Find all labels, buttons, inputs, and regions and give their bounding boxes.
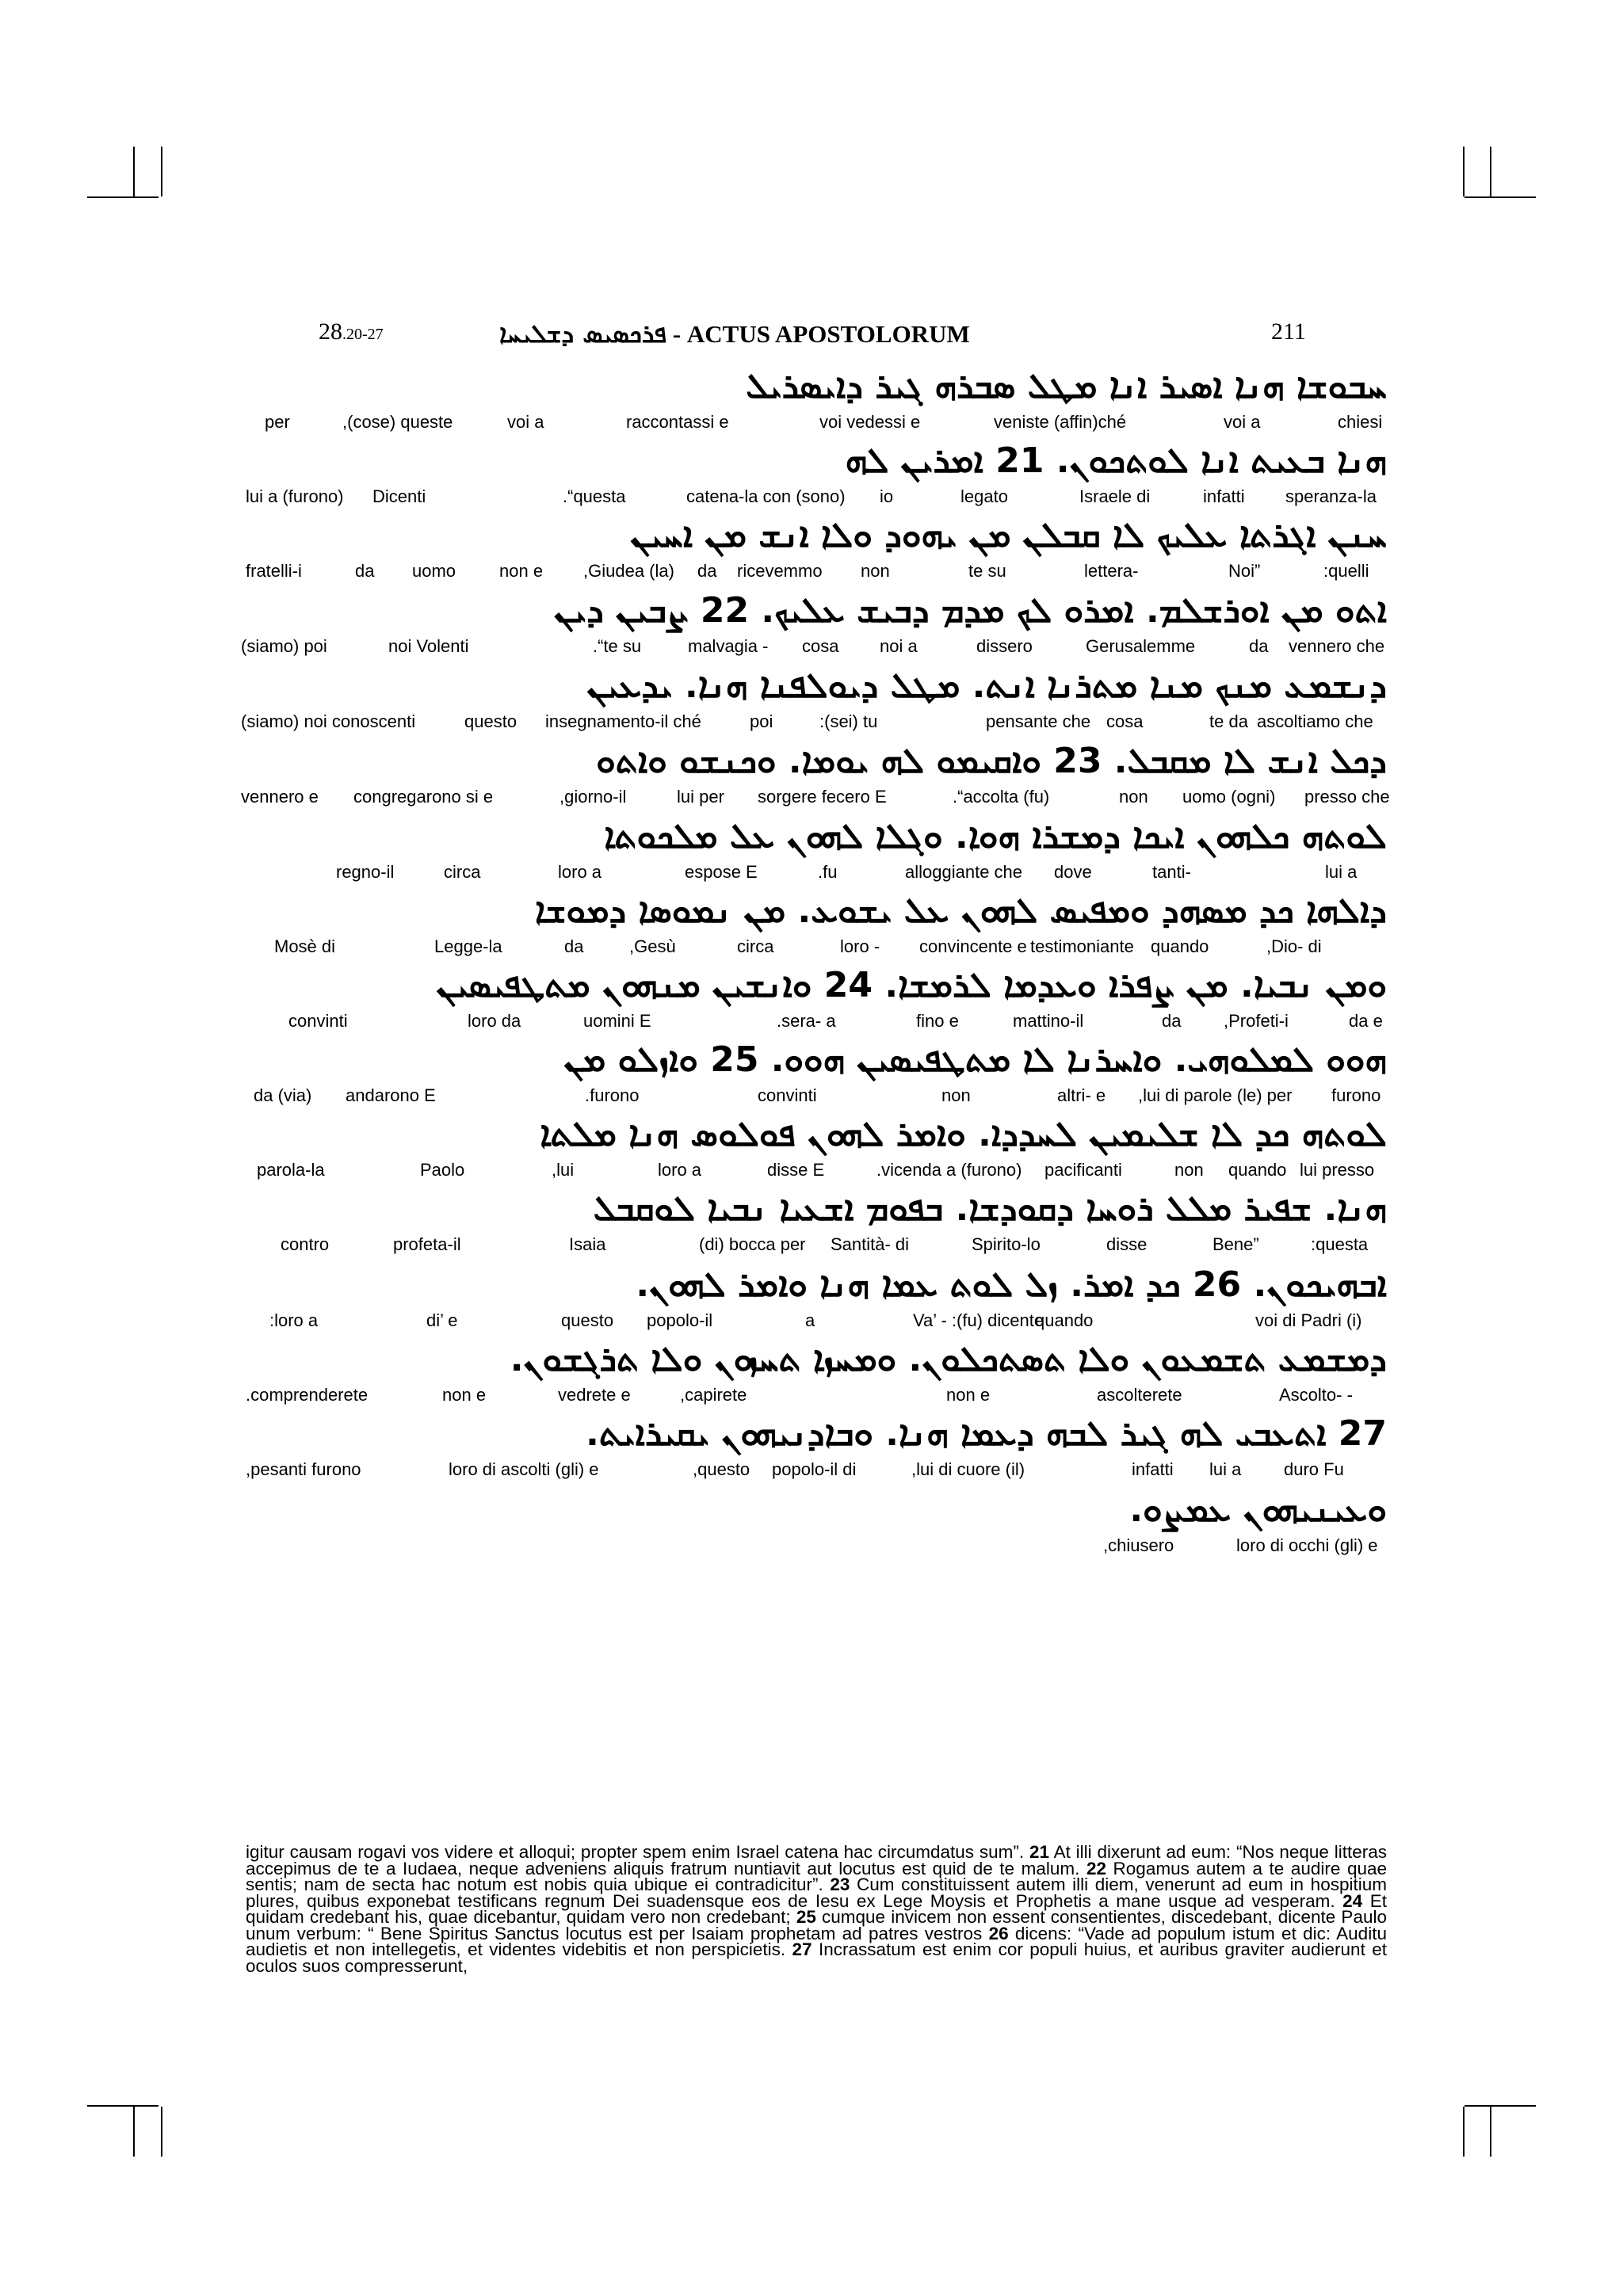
gloss: catena-la con (sono) <box>686 486 846 506</box>
latin-sentence: Et quidam credebant his, quae dicebantur, quidam vero non credebant; <box>246 1890 1387 1927</box>
gloss: ascolterete <box>1097 1385 1182 1405</box>
gloss: fratelli-i <box>246 561 302 581</box>
gloss: Va’ - :(fu) dicente <box>913 1310 1044 1330</box>
running-title <box>499 318 1133 349</box>
crop-mark <box>1463 2107 1465 2157</box>
gloss: voi a <box>1224 412 1261 432</box>
interlinear-line <box>0 441 1623 512</box>
crop-mark <box>1490 147 1491 196</box>
gloss: lettera- <box>1084 561 1139 581</box>
gloss: infatti <box>1132 1459 1174 1479</box>
syriac-text: ܚܢܢ ܐܓܪܬܐ ܥܠܝܟ ܠܐ ܩܒܠܢ ܡܢ ܝܗܘܕ ܘܠܐ ܐܢܫ ܡܢ ܐܚܝܢ <box>630 515 1387 555</box>
gloss: cosa <box>1106 711 1144 731</box>
gloss: da (via) <box>254 1085 312 1105</box>
gloss: non <box>1119 787 1148 807</box>
interlinear-line <box>0 666 1623 737</box>
gloss: (di) bocca per <box>699 1234 806 1254</box>
syriac-text: 27 ܐܬܥܒܝ ܠܗ ܓܝܪ ܠܒܗ ܕܥܡܐ ܗܢܐ. ܘܒܐܕܢܝܗܘܢ ܝܩܝܪܐܝܬ. <box>586 1413 1387 1454</box>
gloss: sorgere fecero E <box>758 787 887 807</box>
gloss: da <box>564 936 584 956</box>
gloss: Dicenti <box>372 486 426 506</box>
interlinear-line <box>0 1039 1623 1111</box>
gloss: circa <box>444 862 481 882</box>
crop-mark <box>161 147 162 196</box>
crop-mark <box>1465 2105 1536 2107</box>
gloss: legato <box>960 486 1008 506</box>
gloss: lui presso <box>1300 1160 1375 1180</box>
gloss: da <box>1249 636 1269 656</box>
gloss: ,pesanti furono <box>246 1459 361 1479</box>
gloss: andarono E <box>346 1085 436 1105</box>
gloss: insegnamento-il ché <box>545 711 701 731</box>
gloss: disse E <box>767 1160 825 1180</box>
gloss: .fu <box>818 862 838 882</box>
gloss: uomo (ogni) <box>1182 787 1276 807</box>
syriac-text: ܕܐܠܗܐ ܟܕ ܡܣܗܕ ܘܡܦܝܣ ܠܗܘܢ ܥܠ ܝܫܘܥ. ܡܢ ܢܡܘܣܐ ܕܡܘܫܐ <box>534 891 1387 931</box>
gloss: .“accolta (fu) <box>953 787 1050 807</box>
gloss: ricevemmo <box>737 561 823 581</box>
gloss: non e <box>442 1385 487 1405</box>
gloss: pacificanti <box>1044 1160 1122 1180</box>
gloss: per <box>265 412 290 432</box>
syriac-text: ܠܘܬܗ ܟܕ ܠܐ ܫܠܝܡܝܢ ܠܚܕܕܐ. ܘܐܡܪ ܠܗܘܢ ܦܘܠܘܣ ܗܢܐ ܡܠܬܐ <box>540 1114 1387 1154</box>
latin-sentence: Rogamus autem a te audire quae sentis; nam de secta hac notum est nobis quia ubique ei contradicitur”. <box>246 1858 1388 1894</box>
latin-sentence: dicens: “Vade ad populum istum et dic: Auditu audietis et non intellegetis, et videntes videbitis et non perspicietis. <box>246 1923 1387 1959</box>
gloss: a <box>805 1310 815 1330</box>
gloss: dissero <box>976 636 1033 656</box>
gloss: voi vedessi e <box>819 412 921 432</box>
gloss: voi a <box>507 412 544 432</box>
interlinear-line <box>0 366 1623 437</box>
gloss: non <box>941 1085 971 1105</box>
gloss: voi di Padri (i) <box>1255 1310 1362 1330</box>
gloss: popolo-il <box>647 1310 713 1330</box>
interlinear-line <box>0 1188 1623 1260</box>
gloss: raccontassi e <box>626 412 729 432</box>
gloss: contro <box>281 1234 330 1254</box>
gloss: regno-il <box>336 862 395 882</box>
gloss: :loro a <box>269 1310 319 1330</box>
gloss: quando <box>1035 1310 1094 1330</box>
gloss: da e <box>1349 1011 1383 1031</box>
gloss: malvagia - <box>688 636 769 656</box>
gloss: ,lui di cuore (il) <box>911 1459 1025 1479</box>
gloss: loro a <box>658 1160 702 1180</box>
gloss: (siamo) poi <box>241 636 327 656</box>
page-header <box>0 318 1623 350</box>
gloss: speranza-la <box>1285 486 1377 506</box>
gloss: quando <box>1151 936 1209 956</box>
latin-vulgate-text <box>246 1844 1387 1974</box>
gloss: da <box>1162 1011 1182 1031</box>
latin-sentence: At illi dixerunt ad eum: “Nos neque litteras accepimus de te a Iudaea, neque adveniens aliquis fratrum nuntiavit aut locutus est quid de te malum. <box>246 1842 1387 1878</box>
page-number: 211 <box>1271 318 1306 345</box>
gloss: ,Gesù <box>629 936 676 956</box>
title-latin: - ACTUS APOSTOLORUM <box>672 320 970 348</box>
gloss: di’ e <box>426 1310 458 1330</box>
gloss: questo <box>561 1310 614 1330</box>
gloss: da <box>355 561 375 581</box>
gloss: altri- e <box>1057 1085 1106 1105</box>
gloss: non e <box>946 1385 991 1405</box>
gloss: .sera- a <box>777 1011 836 1031</box>
interlinear-line <box>0 590 1623 662</box>
gloss: chiesi <box>1338 412 1383 432</box>
gloss: uomo <box>412 561 456 581</box>
gloss: .“questa <box>563 486 626 506</box>
verse-number: 24 <box>1342 1890 1363 1911</box>
gloss: circa <box>737 936 774 956</box>
syriac-text: ܕܟܠ ܐܢܫ ܠܐ ܡܩܒܠ. 23 ܘܐܩܝܡܘ ܠܗ ܝܘܡܐ. ܘܟܢܫܘ ܘܐܬܘ <box>596 741 1387 781</box>
crop-mark <box>161 2107 162 2157</box>
crop-mark <box>87 2105 158 2107</box>
syriac-text: ܗܢܐ ܒܥܝܬ ܐܢܐ ܠܘܬܟܘܢ. 21 ܐܡܪܝܢ ܠܗ <box>845 441 1387 481</box>
syriac-text: ܚܒܘܫܐ ܗܢܐ ܐܣܝܪ ܐܢܐ ܡܛܠ ܣܒܪܗ ܓܝܪ ܕܐܝܣܪܝܠ <box>746 366 1387 406</box>
gloss: non <box>861 561 890 581</box>
gloss: :quelli <box>1323 561 1369 581</box>
gloss: .comprenderete <box>246 1385 369 1405</box>
gloss: parola-la <box>257 1160 325 1180</box>
interlinear-line <box>0 741 1623 812</box>
gloss: te su <box>968 561 1006 581</box>
gloss: ,lui di parole (le) per <box>1138 1085 1293 1105</box>
verse-number: 22 <box>1086 1858 1106 1878</box>
gloss: lui a <box>1325 862 1358 882</box>
verse-number: 23 <box>830 1875 850 1894</box>
syriac-text: ܐܒܗܝܟܘܢ. 26 ܟܕ ܐܡܪ. ܙܠ ܠܘܬ ܥܡܐ ܗܢܐ ܘܐܡܪ ܠܗܘܢ. <box>636 1264 1387 1305</box>
latin-sentence: Incrassatum est enim cor populi huius, et auribus graviter audierunt et oculos suos compresserunt, <box>246 1939 1387 1976</box>
gloss: te da <box>1209 711 1248 731</box>
verse-number: 25 <box>796 1907 816 1927</box>
interlinear-line <box>0 1339 1623 1410</box>
gloss: infatti <box>1203 486 1245 506</box>
gloss: mattino-il <box>1013 1011 1084 1031</box>
gloss: .furono <box>585 1085 640 1105</box>
gloss: non <box>1174 1160 1204 1180</box>
gloss: Legge-la <box>434 936 502 956</box>
gloss: fino e <box>916 1011 959 1031</box>
gloss: convinti <box>288 1011 348 1031</box>
gloss: loro di occhi (gli) e <box>1236 1535 1378 1555</box>
syriac-text: ܗܘܘ ܠܡܠܘܗܝ. ܘܐܚܪܢܐ ܠܐ ܡܬܛܦܝܣܝܢ ܗܘܘ. 25 ܘܐܙܠܘ ܡܢ <box>563 1039 1387 1080</box>
gloss: Paolo <box>420 1160 465 1180</box>
syriac-text: ܘܡܢ ܢܒܝܐ. ܡܢ ܨܦܪܐ ܘܥܕܡܐ ܠܪܡܫܐ. 24 ܘܐܢܫܝܢ ܡܢܗܘܢ ܡܬܛܦܝܣܝܢ <box>436 965 1387 1005</box>
crop-mark <box>1465 196 1536 198</box>
gloss: presso che <box>1304 787 1390 807</box>
crop-mark <box>87 196 158 198</box>
gloss: loro - <box>840 936 880 956</box>
gloss: questo <box>464 711 517 731</box>
gloss: veniste (affin)ché <box>994 412 1127 432</box>
gloss: uomini E <box>583 1011 651 1031</box>
gloss: alloggiante che <box>905 862 1023 882</box>
syriac-text: ܕܢܫܡܥ ܡܢܟ ܡܢܐ ܡܬܪܢܐ ܐܢܬ. ܡܛܠ ܕܝܘܠܦܢܐ ܗܢܐ. ܝܕܥܝܢ <box>586 666 1387 706</box>
gloss: loro a <box>558 862 602 882</box>
gloss: loro di ascolti (gli) e <box>449 1459 599 1479</box>
gloss: poi <box>750 711 773 731</box>
latin-sentence: cumque invicem non essent consentientes, discedebant, dicente Paulo unum verbum: “ Bene Spiritus Sanctus locutus est per Isaiam prophetam ad patres vestros <box>246 1907 1387 1943</box>
interlinear-line <box>0 1264 1623 1336</box>
gloss: :(sei) tu <box>819 711 878 731</box>
verse-range: .20-27 <box>342 326 384 343</box>
gloss: lui per <box>677 787 724 807</box>
gloss: Bene” <box>1212 1234 1259 1254</box>
gloss: .“te su <box>593 636 642 656</box>
syriac-text: ܠܘܬܗ ܟܠܗܘܢ ܐܝܟܐ ܕܡܫܪܐ ܗܘܐ. ܘܓܠܐ ܠܗܘܢ ܥܠ ܡܠܟܘܬܐ <box>604 816 1387 856</box>
gloss: Gerusalemme <box>1086 636 1196 656</box>
interlinear-line <box>0 816 1623 887</box>
crop-mark <box>133 147 135 196</box>
gloss: ,Profeti-i <box>1224 1011 1289 1031</box>
syriac-text: ܘܥܝܢܝܗܘܢ ܥܡܨܘ. <box>1129 1489 1387 1530</box>
latin-sentence: Cum constituissent autem illi diem, venerunt ad eum in hospitium plures, quibus exponebat testificans regnum Dei suadensque eos de Iesu ex Lege Moysis et Prophetis a mane usque ad vesperam. <box>246 1875 1387 1911</box>
gloss: non e <box>499 561 544 581</box>
syriac-text: ܐܬܘ ܡܢ ܐܘܪܫܠܡ. ܐܡܪܘ ܠܟ ܡܕܡ ܕܒܝܫ ܥܠܝܟ. 22 ܨܒܝܢ ܕܝܢ <box>554 590 1387 631</box>
gloss: espose E <box>685 862 758 882</box>
crop-mark <box>1463 147 1465 196</box>
gloss: quando <box>1228 1160 1287 1180</box>
gloss: vedrete e <box>558 1385 631 1405</box>
gloss: loro da <box>468 1011 521 1031</box>
interlinear-line <box>0 515 1623 586</box>
gloss: noi Volenti <box>388 636 469 656</box>
gloss: ,Giudea (la) <box>583 561 674 581</box>
latin-sentence: igitur causam rogavi vos videre et alloqui; propter spem enim Israel catena hac circumdatus sum”. <box>246 1842 1025 1862</box>
syriac-text: ܕܡܫܡܥ ܬܫܡܥܘܢ ܘܠܐ ܬܣܬܟܠܘܢ. ܘܡܚܙܐ ܬܚܙܘܢ ܘܠܐ ܬܪܓܫܘܢ. <box>510 1339 1387 1379</box>
gloss: io <box>880 486 894 506</box>
gloss: ,giorno-il <box>559 787 627 807</box>
gloss: ,chiusero <box>1103 1535 1174 1555</box>
gloss: cosa <box>802 636 839 656</box>
gloss: duro Fu <box>1284 1459 1344 1479</box>
gloss: da <box>697 561 717 581</box>
interlinear-line <box>0 965 1623 1036</box>
title-syriac: ܦܪܟܣܝܣ ܕܫܠܝܚܐ <box>499 318 667 349</box>
gloss: profeta-il <box>393 1234 461 1254</box>
gloss: convinti <box>758 1085 817 1105</box>
verse-number: 26 <box>988 1923 1009 1943</box>
gloss: tanti- <box>1152 862 1191 882</box>
gloss: ,Dio- di <box>1266 936 1322 956</box>
chapter-number: 28 <box>319 318 342 345</box>
crop-mark <box>133 2107 135 2157</box>
interlinear-line <box>0 891 1623 962</box>
gloss: ,questo <box>693 1459 750 1479</box>
gloss: ascoltiamo che <box>1257 711 1373 731</box>
gloss: disse <box>1106 1234 1148 1254</box>
gloss: pensante che <box>986 711 1091 731</box>
gloss: lui a <box>1209 1459 1242 1479</box>
gloss: :questa <box>1311 1234 1369 1254</box>
gloss: dove <box>1054 862 1092 882</box>
gloss: Isaia <box>569 1234 606 1254</box>
verse-number: 21 <box>1029 1842 1049 1862</box>
gloss: Spirito-lo <box>972 1234 1041 1254</box>
crop-mark <box>1490 2107 1491 2157</box>
gloss: Santità- di <box>831 1234 910 1254</box>
gloss: lui a (furono) <box>246 486 344 506</box>
gloss: vennero e <box>241 787 319 807</box>
chapter-verse-ref <box>319 318 384 345</box>
gloss: convincente e <box>919 936 1027 956</box>
gloss: ,(cose) queste <box>342 412 453 432</box>
syriac-text: ܗܢܐ. ܫܦܝܪ ܡܠܠ ܪܘܚܐ ܕܩܘܕܫܐ. ܒܦܘܡ ܐܫܥܝܐ ܢܒܝܐ ܠܘܩܒܠ <box>593 1188 1387 1229</box>
gloss: .vicenda a (furono) <box>876 1160 1022 1180</box>
interlinear-line <box>0 1413 1623 1485</box>
gloss: testimoniante <box>1030 936 1134 956</box>
gloss: Israele di <box>1079 486 1151 506</box>
gloss: (siamo) noi conoscenti <box>241 711 416 731</box>
interlinear-line <box>0 1114 1623 1185</box>
gloss: congregarono si e <box>353 787 494 807</box>
gloss: Ascolto- - <box>1279 1385 1353 1405</box>
gloss: vennero che <box>1289 636 1385 656</box>
verse-number: 27 <box>792 1939 812 1959</box>
gloss: ,lui <box>552 1160 575 1180</box>
gloss: Noi” <box>1228 561 1261 581</box>
gloss: ,capirete <box>680 1385 747 1405</box>
gloss: furono <box>1331 1085 1381 1105</box>
gloss: popolo-il di <box>772 1459 857 1479</box>
interlinear-line <box>0 1489 1623 1561</box>
gloss: Mosè di <box>274 936 336 956</box>
gloss: noi a <box>880 636 918 656</box>
